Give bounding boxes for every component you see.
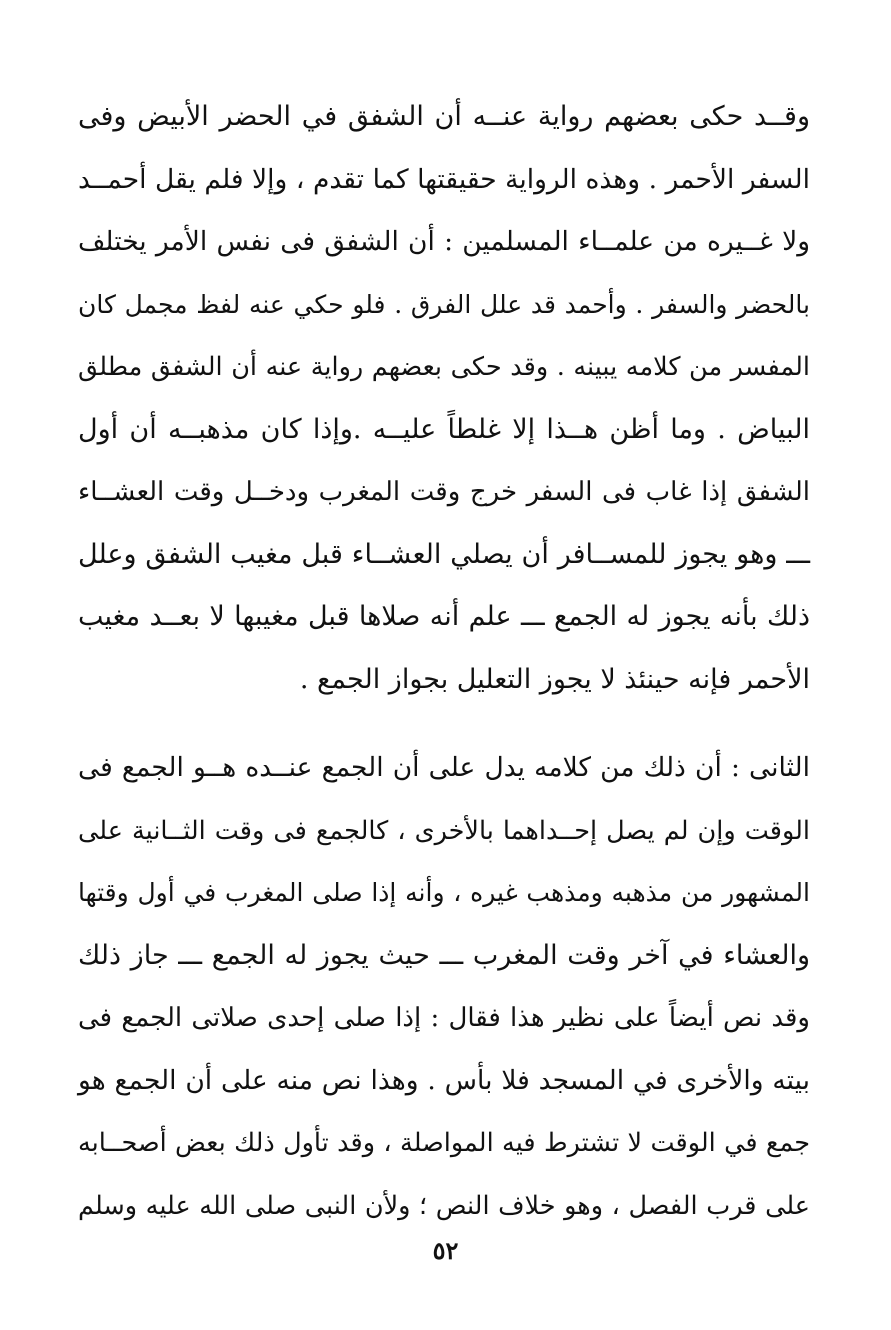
text-line: المفسر من كلامه يبينه . وقد حكى بعضهم رواية عنه أن الشفق مطلق: [78, 352, 810, 382]
text-line: ـــ وهو يجوز للمســافر أن يصلي العشــاء قبل مغيب الشفق وعلل: [78, 538, 810, 570]
text-line: الأحمر فإنه حينئذ لا يجوز التعليل بجواز الجمع .: [299, 663, 810, 695]
text-line: جمع في الوقت لا تشترط فيه المواصلة ، وقد تأول ذلك بعض أصحــابه: [78, 1128, 810, 1158]
paragraph-2: [78, 737, 810, 1237]
text-line: بالحضر والسفر . وأحمد قد علل الفرق . فلو حكي عنه لفظ مجمل كان: [78, 289, 810, 319]
text-line: البياض . وما أظن هــذا إلا غلطاً عليــه .وإذا كان مذهبــه أن أول: [78, 413, 810, 445]
text-line: ولا غــيره من علمــاء المسلمين : أن الشفق فى نفس الأمر يختلف: [78, 226, 810, 257]
text-line: وقــد حكى بعضهم رواية عنــه أن الشفق في الحضر الأبيض وفى: [78, 101, 810, 132]
text-line: وقد نص أيضاً على نظير هذا فقال : إذا صلى إحدى صلاتى الجمع فى: [78, 1003, 810, 1033]
text-line: السفر الأحمر . وهذه الرواية حقيقتها كما تقدم ، وإلا فلم يقل أحمــد: [78, 163, 810, 195]
text-line: ذلك بأنه يجوز له الجمع ـــ علم أنه صلاها قبل مغيبها لا بعــد مغيب: [78, 601, 810, 632]
paragraph-1: [78, 86, 810, 711]
text-line: الشفق إذا غاب فى السفر خرج وقت المغرب ودخــل وقت العشــاء: [78, 477, 810, 507]
text-line: على قرب الفصل ، وهو خلاف النص ؛ ولأن النبى صلى الله عليه وسلم: [78, 1190, 810, 1221]
text-line: الوقت وإن لم يصل إحــداهما بالأخرى ، كالجمع فى وقت الثــانية على: [78, 815, 810, 846]
page-number: ٥٢: [432, 1236, 459, 1265]
text-line: والعشاء في آخر وقت المغرب ـــ حيث يجوز له الجمع ـــ جاز ذلك: [78, 939, 810, 971]
text-line: بيته والأخرى في المسجد فلا بأس . وهذا نص منه على أن الجمع هو: [78, 1064, 810, 1096]
text-line: الثانى : أن ذلك من كلامه يدل على أن الجمع عنــده هــو الجمع فى: [78, 752, 810, 783]
text-line: المشهور من مذهبه ومذهب غيره ، وأنه إذا صلى المغرب في أول وقتها: [78, 878, 810, 907]
